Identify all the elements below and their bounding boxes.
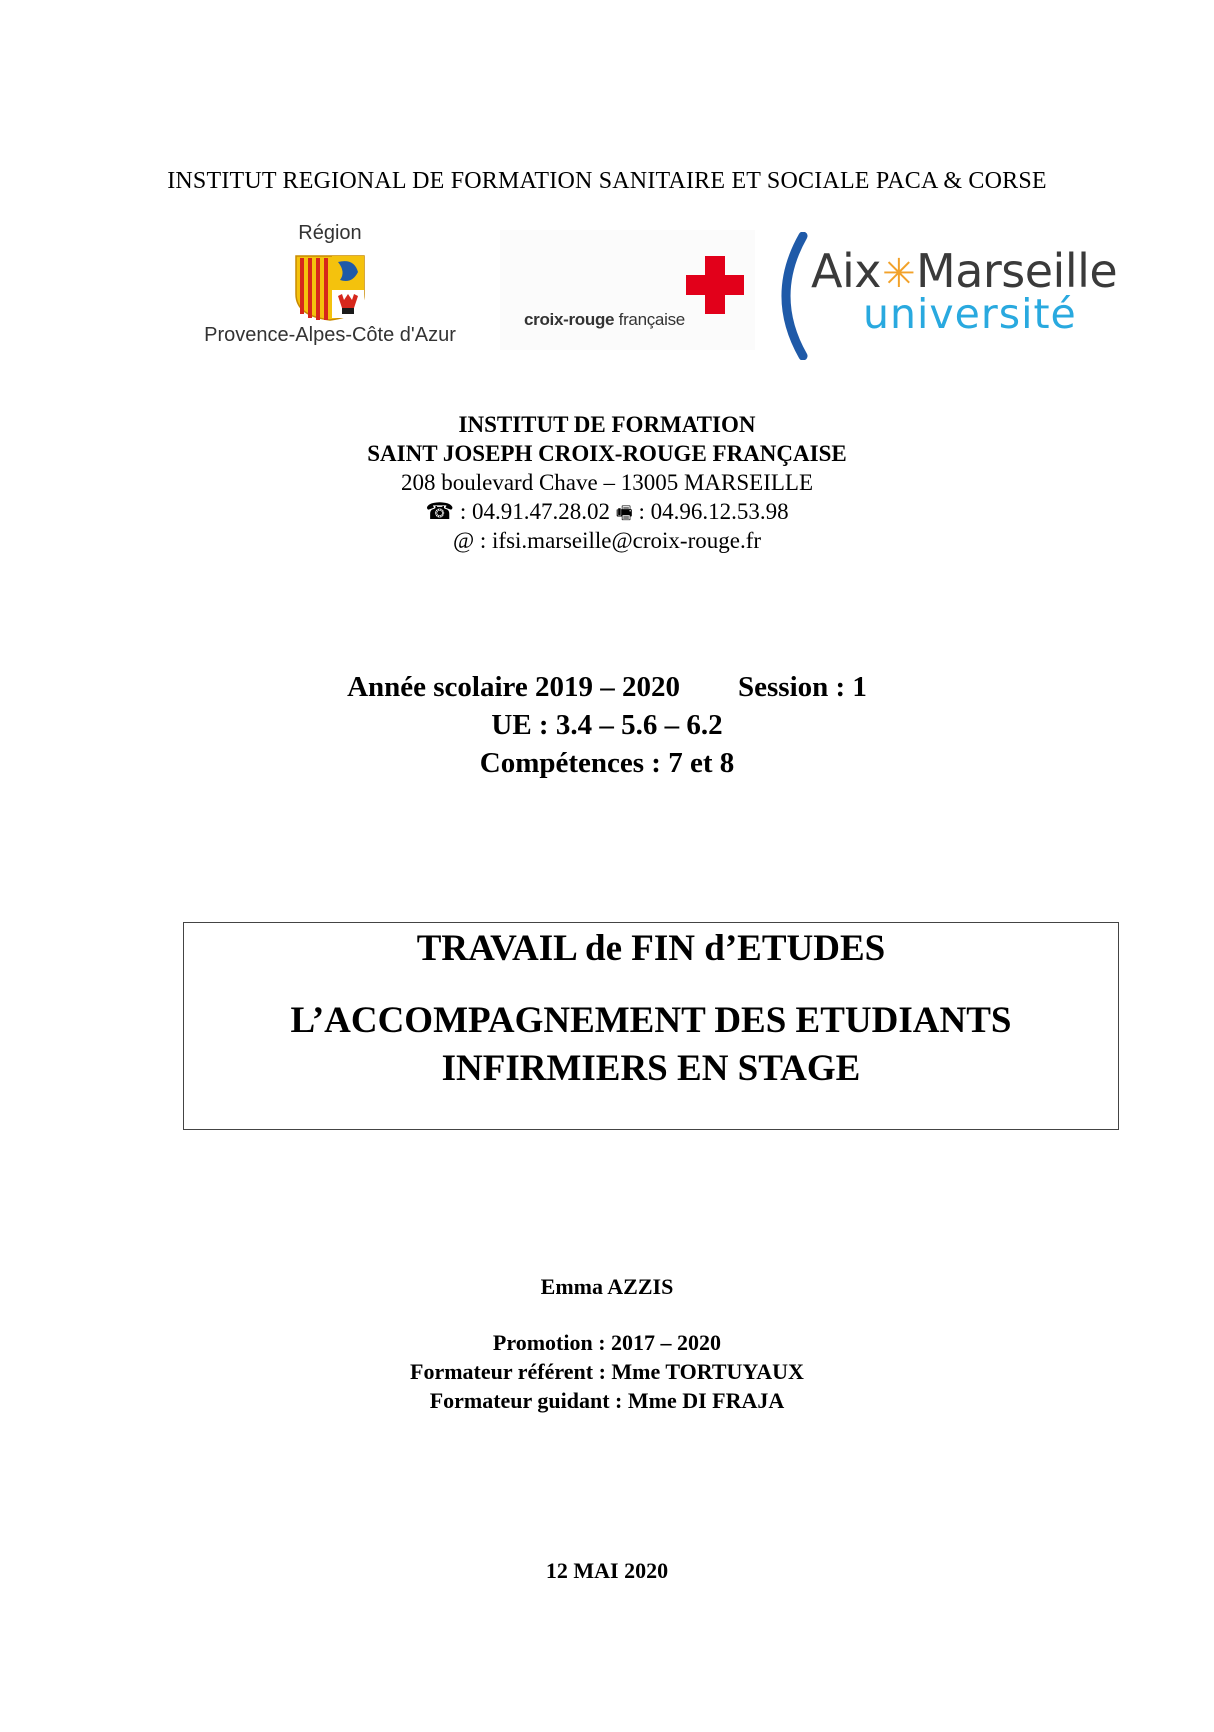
croix-rouge-normal: française [614,310,685,329]
author-name: Emma AZZIS [540,1274,674,1299]
session-line [0,668,1214,706]
session-number: Session : 1 [738,671,867,703]
fax-number: : 04.96.12.53.98 [632,499,789,524]
institute-email: @ : ifsi.marseille@croix-rouge.fr [452,528,762,553]
phone-icon: ☎ [425,499,455,524]
region-name: Provence-Alpes-Côte d'Azur [204,324,456,346]
croix-rouge-logo [500,230,755,350]
title-line-1: TRAVAIL de FIN d’ETUDES [416,928,886,969]
title-line-2: L’ACCOMPAGNEMENT DES ETUDIANTS [290,1000,1012,1041]
parenthesis-icon [765,232,809,360]
header-institute-region: INSTITUT REGIONAL DE FORMATION SANITAIRE ET SOCIALE PACA & CORSE [167,168,1047,194]
ue-line: UE : 3.4 – 5.6 – 6.2 [491,709,723,741]
region-shield-icon [294,254,366,322]
school-year: Année scolaire 2019 – 2020 [347,671,680,703]
croix-rouge-bold: croix-rouge [524,310,615,329]
formateur-referent: Formateur référent : Mme TORTUYAUX [410,1359,804,1384]
institute-contact [0,497,1214,528]
document-date: 12 MAI 2020 [545,1558,669,1583]
competences-line: Compétences : 7 et 8 [479,747,735,779]
amu-universite: université [863,290,1077,338]
title-line-3: INFIRMIERS EN STAGE [441,1048,861,1089]
formateur-guidant: Formateur guidant : Mme DI FRAJA [429,1388,785,1413]
aix-marseille-universite-logo [765,232,1125,360]
amu-marseille: Marseille [916,244,1118,298]
phone-number: : 04.91.47.28.02 [454,499,616,524]
amu-aix: Aix [811,244,881,298]
institute-line-1: INSTITUT DE FORMATION [458,412,756,437]
red-cross-icon [684,254,746,316]
amu-star-icon: ✳ [881,251,915,297]
region-word: Région [298,222,362,244]
fax-icon: 🖷 [615,503,633,524]
region-paca-logo [195,220,465,358]
promotion: Promotion : 2017 – 2020 [492,1330,722,1355]
institute-line-2: SAINT JOSEPH CROIX-ROUGE FRANÇAISE [367,441,847,466]
institute-address: 208 boulevard Chave – 13005 MARSEILLE [400,470,814,495]
croix-rouge-text [524,310,685,330]
